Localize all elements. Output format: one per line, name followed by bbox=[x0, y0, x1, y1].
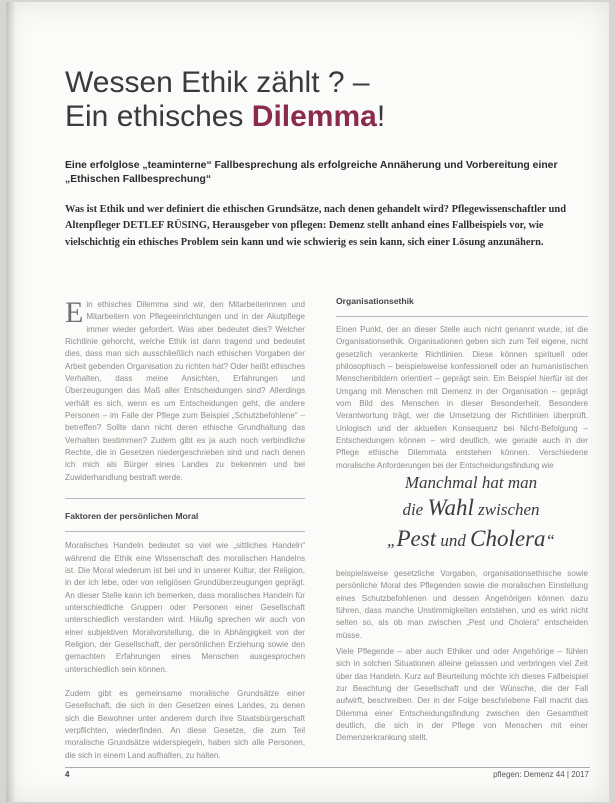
title-line-2-end: ! bbox=[376, 100, 386, 133]
right-paragraph-2: beispielsweise gesetzliche Vorgaben, organisationsethische sowie persönliche Moral des Pflegenden sowie die moralischen Einstellung eines Schutzbefohlenen und dessen Angehörigen können dazu führen, dass manche Unstimmigkeiten entstehen, und es wirkt nicht selten so, als ob man zwischen „Pest und Cholera“ entscheiden müsse. bbox=[336, 569, 588, 640]
quote-line-2 bbox=[356, 494, 586, 524]
drop-cap: E bbox=[65, 296, 84, 329]
right-paragraph-3: Viele Pflegende – aber auch Ethiker und oder Angehörige – fühlen sich in solchen Situationen alleine gelassen und verbringen viel Zeit über das Handeln. Kurz auf Beurteilung möchte ich dieses Fallbeispiel zur Beachtung der Gesellschaft und der Wünsche, die der Fall aufwirft, beschreiben. Der in der Folge beschriebene Fall macht das Dilemma einer Entscheidungsfindung zwischen den Gesamtheit deutlich, die sich in der Pflege von Menschen mit einer Demenzerkrankung stellt. bbox=[336, 647, 588, 743]
heading-underline bbox=[336, 316, 588, 317]
quote-word-wahl: Wahl bbox=[427, 495, 474, 520]
left-column bbox=[65, 296, 305, 762]
title-accent-word: Dilemma bbox=[251, 100, 377, 133]
magazine-page bbox=[6, 2, 609, 802]
title-line-2-start: Ein ethisches bbox=[65, 100, 252, 133]
footer-divider bbox=[65, 767, 590, 768]
quote-line-2-start: die bbox=[402, 500, 428, 519]
title-line-1: Wessen Ethik zählt ? – bbox=[65, 66, 370, 99]
left-paragraph-2: Moralisches Handeln bedeutet so viel wie „sittliches Handeln“ während die Ethik eine Wissenschaft des moralischen Handelns ist. Die Moral wiederum ist bei und in unserer Kultur, der Religion, in der ich lebe, oder von religiösen Grundüberzeugungen geprägt. An dieser Stelle kann ich bemerken, dass moralisches Handeln für unterschiedliche Gruppen oder Personen einer Gesellschaft unterschiedlich verstanden wird. Häufig sprechen wir auch von einer subjektiven Moralvorstellung, die in Abhängigkeit von der Religion, der Gesellschaft, der persönlichen Erziehung sowie den gemachten Erfahrungen eines Menschen ausgesprochen unterschiedlich sein können. bbox=[65, 541, 305, 674]
left-paragraph-1-text: in ethisches Dilemma sind wir, den Mitarbeiterinnen und Mitarbeitern von Pflegeeinrichtungen und in der Akutpflege immer wieder gefordert. Was aber bedeutet dies? Welcher Richtlinie gehorcht, welche Ethik ist dann tragend und bedeutet dies, dass man sich ausschließlich nach ethischen Vorgaben der Arbeit gebenden Organisation zu richten hat? Oder heißt ethisches Verhalten, dass meine Ansichten, Erfahrungen und Überzeugungen das Maß aller Entscheidungen sind? Allerdings verhält es sich, wenn es um Entscheidungen geht, die andere Personen – im Falle der Pflege zum Beispiel „Schutzbefohlene“ – betreffen? Sollte dann nicht deren ethische Grundhaltung das Verhalten bestimmen? Zudem gibt es ja auch noch verbindliche Rechte, die in Gesetzen niedergeschrieben sind und nach denen ich mich als Bürger eines Landes zu bekennen und bei Zuwiderhandlung bestraft werde. bbox=[65, 300, 305, 482]
quote-line-1: Manchmal hat man bbox=[404, 473, 538, 492]
quote-word-cholera: Cholera bbox=[470, 526, 546, 551]
left-paragraph-3: Zudem gibt es gemeinsame moralische Grundsätze einer Gesellschaft, die sich in den Gesetzen eines Landes, zu denen sich die Bewohner unter anderem durch ihre Staatsbürgerschaft verpflichten, wiederfinden. An diese Gesetze, die zum Teil moralische Grundsätze widerspiegeln, haben sich alle Personen, die sich in einem Land aufhalten, zu halten. bbox=[65, 688, 305, 760]
left-paragraph-1 bbox=[65, 296, 305, 484]
right-paragraph-1: Einen Punkt, der an dieser Stelle auch nicht genannt wurde, ist die Organisationsethik. Organisationen geben sich zum Teil eigene, nicht gesetzlich verankerte Richtlinien. Diese können spirituell oder philosophisch – beispielsweise konfessionell oder an humanistischen Menschenbildern orientiert – geprägt sein. Ein Beispiel hierfür ist der Umgang mit Menschen mit Demenz in der Organisation – geprägt vom Bild des Menschen in dieser Besonderheit. Besondere Verantwortung trägt, wer die Umsetzung der Richtlinien überprüft. Unlogisch und der aktuellen Konsequenz bei Nicht-Befolgung – Entscheidungen können – wird deutlich, wie gerade auch in der Pflege ethische Dilemmata entstehen können. Verschiedene moralische Anforderungen bei der Entscheidungsfindung wie bbox=[336, 325, 588, 470]
quote-word-pest: Pest bbox=[396, 526, 437, 551]
article-lead: Was ist Ethik und wer definiert die ethischen Grundsätze, nach denen gehandelt wird? Pflegewissenschaftler und Altenpfleger DETLEF RÜSING, Herausgeber von pflegen: Demenz stellt anhand eines Fallbeispiels vor, wie vielschichtig ein ethisches Problem sein kann und wie schwierig es sein kann, sich einer Lösung anzunähern. bbox=[65, 204, 566, 248]
right-column bbox=[336, 296, 588, 472]
section-heading-moral: Faktoren der persönlichen Moral bbox=[65, 511, 199, 522]
article-subtitle: Eine erfolglose „teaminterne“ Fallbesprechung als erfolgreiche Annäherung und Vorbereitung einer „Ethischen Fallbesprechung“ bbox=[65, 160, 558, 185]
quote-word-und: und bbox=[436, 531, 471, 550]
quote-line-3 bbox=[356, 524, 586, 556]
article-title bbox=[65, 66, 585, 134]
magazine-footer: pflegen: Demenz 44 | 2017 bbox=[493, 770, 589, 779]
quote-line-2-end: zwischen bbox=[473, 500, 540, 519]
quote-close-mark: “ bbox=[545, 531, 555, 550]
page-number: 4 bbox=[65, 770, 70, 779]
quote-open-mark: „ bbox=[387, 531, 397, 550]
right-column-lower bbox=[336, 568, 588, 745]
page-edge-shadow bbox=[6, 2, 16, 802]
section-heading-organisation: Organisationsethik bbox=[336, 296, 414, 306]
pull-quote bbox=[356, 472, 586, 556]
heading-underline bbox=[65, 531, 305, 532]
